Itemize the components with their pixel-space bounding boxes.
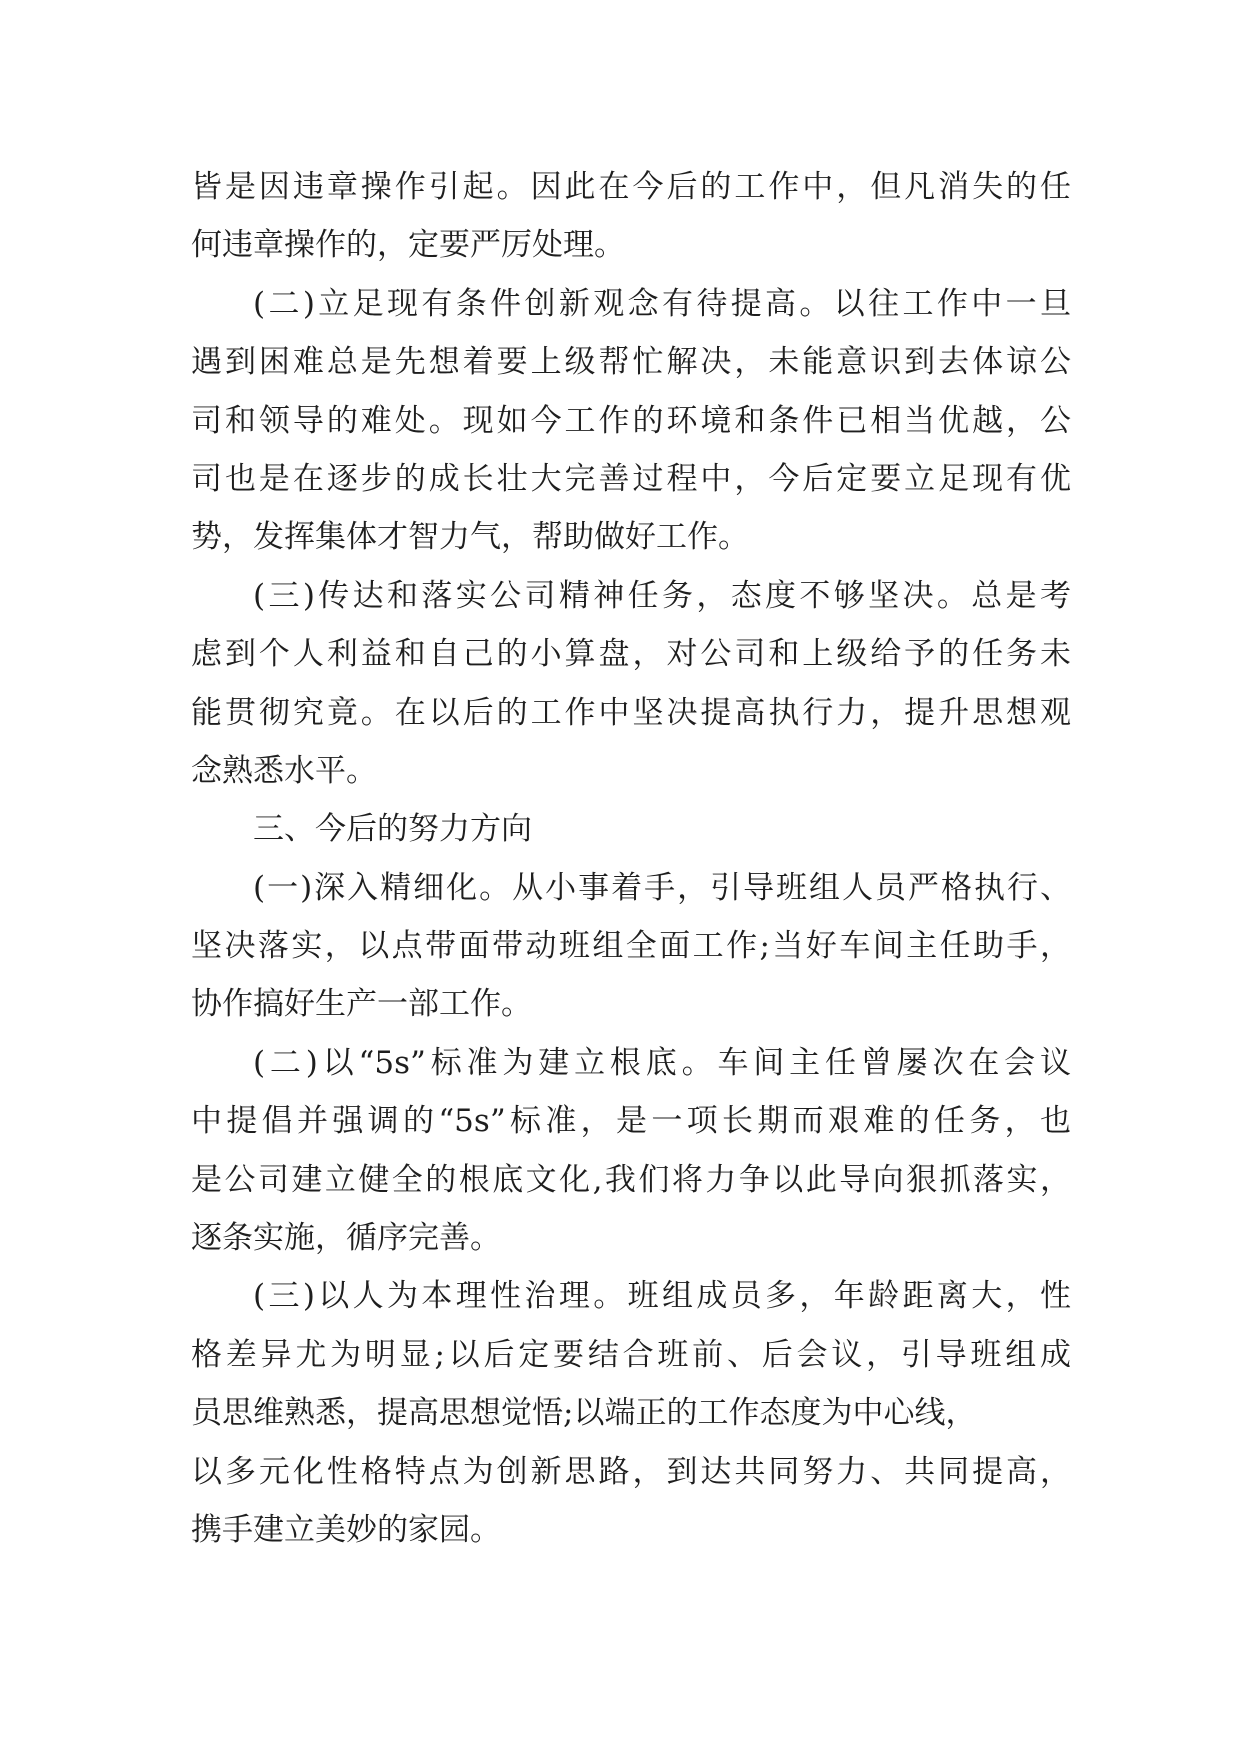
text-line: 皆是因违章操作引起。因此在今后的工作中，但凡消失的任: [191, 169, 1071, 205]
text-line: 协作搞好生产一部工作。: [191, 986, 532, 1023]
text-line: 势，发挥集体才智力气，帮助做好工作。: [191, 519, 749, 556]
text-line: 遇到困难总是先想着要上级帮忙解决，未能意识到去体谅公: [191, 344, 1071, 381]
text-line: 以多元化性格特点为创新思路，到达共同努力、共同提高，: [191, 1453, 1071, 1490]
text-line: (三)传达和落实公司精神任务，态度不够坚决。总是考: [253, 577, 1071, 614]
text-line: 逐条实施，循序完善。: [191, 1220, 501, 1257]
text-line: 坚决落实，以点带面带动班组全面工作;当好车间主任助手，: [191, 928, 1071, 965]
document-body: [191, 158, 1071, 1559]
text-line: 能贯彻究竟。在以后的工作中坚决提高执行力，提升思想观: [191, 694, 1071, 731]
text-line: 是公司建立健全的根底文化,我们将力争以此导向狠抓落实，: [191, 1161, 1071, 1198]
text-line: 虑到个人利益和自己的小算盘，对公司和上级给予的任务未: [191, 636, 1071, 673]
text-line: (二)以“5s”标准为建立根底。车间主任曾屡次在会议: [253, 1044, 1071, 1081]
text-line: 念熟悉水平。: [191, 752, 377, 789]
section-heading: 三、今后的努力方向: [253, 811, 532, 848]
text-line: (一)深入精细化。从小事着手，引导班组人员严格执行、: [253, 869, 1071, 906]
text-line: 员思维熟悉，提高思想觉悟;以端正的工作态度为中心线，: [191, 1395, 977, 1432]
text-line: 携手建立美妙的家园。: [191, 1511, 501, 1548]
text-line: 司和领导的难处。现如今工作的环境和条件已相当优越，公: [191, 402, 1071, 439]
text-line: (二)立足现有条件创新观念有待提高。以往工作中一旦: [253, 285, 1071, 322]
text-line: (三)以人为本理性治理。班组成员多，年龄距离大，性: [253, 1278, 1071, 1315]
text-line: 司也是在逐步的成长壮大完善过程中，今后定要立足现有优: [191, 460, 1071, 497]
text-line: 何违章操作的，定要严厉处理。: [191, 227, 625, 264]
text-line: 格差异尤为明显;以后定要结合班前、后会议，引导班组成: [191, 1336, 1071, 1373]
text-line: 中提倡并强调的“5s”标准，是一项长期而艰难的任务，也: [191, 1103, 1071, 1140]
